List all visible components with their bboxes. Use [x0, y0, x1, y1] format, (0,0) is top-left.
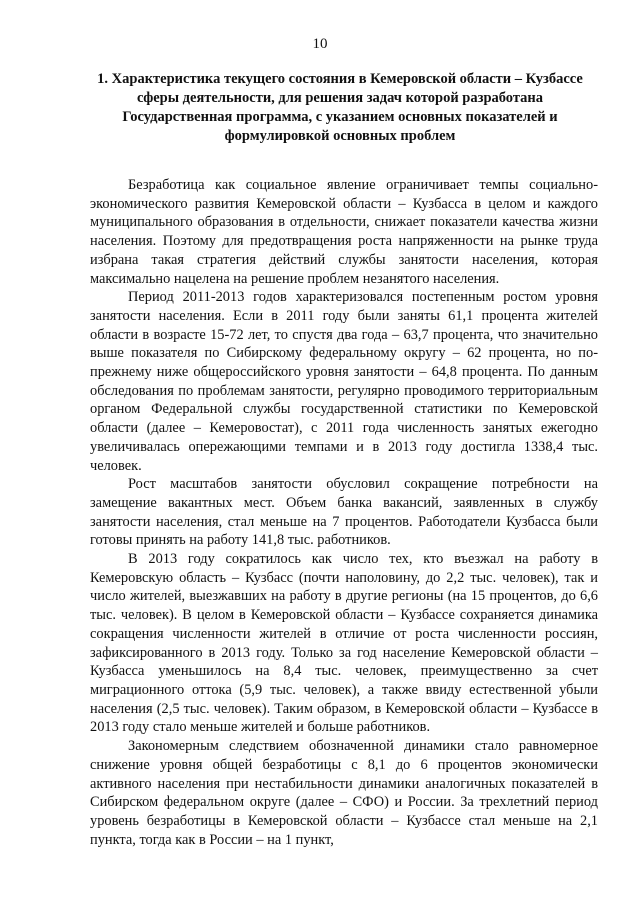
- paragraph: Период 2011-2013 годов характеризовался постепенным ростом уровня занятости населения. Если в 2011 году были заняты 61,1 процента жителей области в возрасте 15-72 лет, то спустя два года – 63,7 процента, что значительно выше показателя по Сибирскому федеральному округу – 62 процента, но по-прежнему ниже общероссийского уровня занятости – 64,8 процента. По данным обследования по проблемам занятости, регулярно проводимого территориальным органом Федеральной службы государственной статистики по Кемеровской области (далее – Кемеровостат), с 2011 года численность занятых ежегодно увеличивалась опережающими темпами и в 2013 году достигла 1338,4 тыс. человек.: [90, 289, 598, 474]
- paragraph: Безработица как социальное явление ограничивает темпы социально-экономического развития Кемеровской области – Кузбасса в целом и каждого муниципального образования в отдельности, снижает показатели качества жизни населения. Поэтому для предотвращения роста напряженности на рынке труда избрана такая стратегия действий службы занятости населения, которая максимально нацелена на решение проблем незанятого населения.: [90, 177, 598, 287]
- paragraph: Рост масштабов занятости обусловил сокращение потребности на замещение вакантных мест. Объем банка вакансий, заявленных в службу занятости населения, стал меньше на 7 процентов. Работодатели Кузбасса были готовы принять на работу 141,8 тыс. работников.: [90, 476, 598, 549]
- paragraph: Закономерным следствием обозначенной динамики стало равномерное снижение уровня общей безработицы с 8,1 до 6 процентов экономически активного населения при нестабильности динамики аналогичных показателей в Сибирском федеральном округе (далее – СФО) и России. За трехлетний период уровень безработицы в Кемеровской области – Кузбассе стал меньше на 2,1 пункта, тогда как в России – на 1 пункт,: [90, 738, 598, 848]
- document-body: [90, 176, 598, 849]
- page-number: 10: [312, 36, 328, 52]
- paragraph: В 2013 году сократилось как число тех, кто въезжал на работу в Кемеровскую область – Кузбасс (почти наполовину, до 2,2 тыс. человек), так и число жителей, выезжавших на работу в другие регионы (на 15 процентов, до 6,6 тыс. человек). В целом в Кемеровской области – Кузбассе сохраняется динамика сокращения численности жителей в отличие от роста численности россиян, зафиксированного в 2013 году. Только за год население Кемеровской области – Кузбасса уменьшилось на 8,4 тыс. человек, преимущественно за счет миграционного оттока (5,9 тыс. человек), а также ввиду естественной убыли населения (2,5 тыс. человек). Таким образом, в Кемеровской области – Кузбассе в 2013 году стало меньше жителей и больше работников.: [90, 551, 598, 736]
- section-heading: 1. Характеристика текущего состояния в Кемеровской области – Кузбассе сферы деятельности, для решения задач которой разработана Государственная программа, с указанием основных показателей и формулировкой основных проблем: [97, 71, 583, 144]
